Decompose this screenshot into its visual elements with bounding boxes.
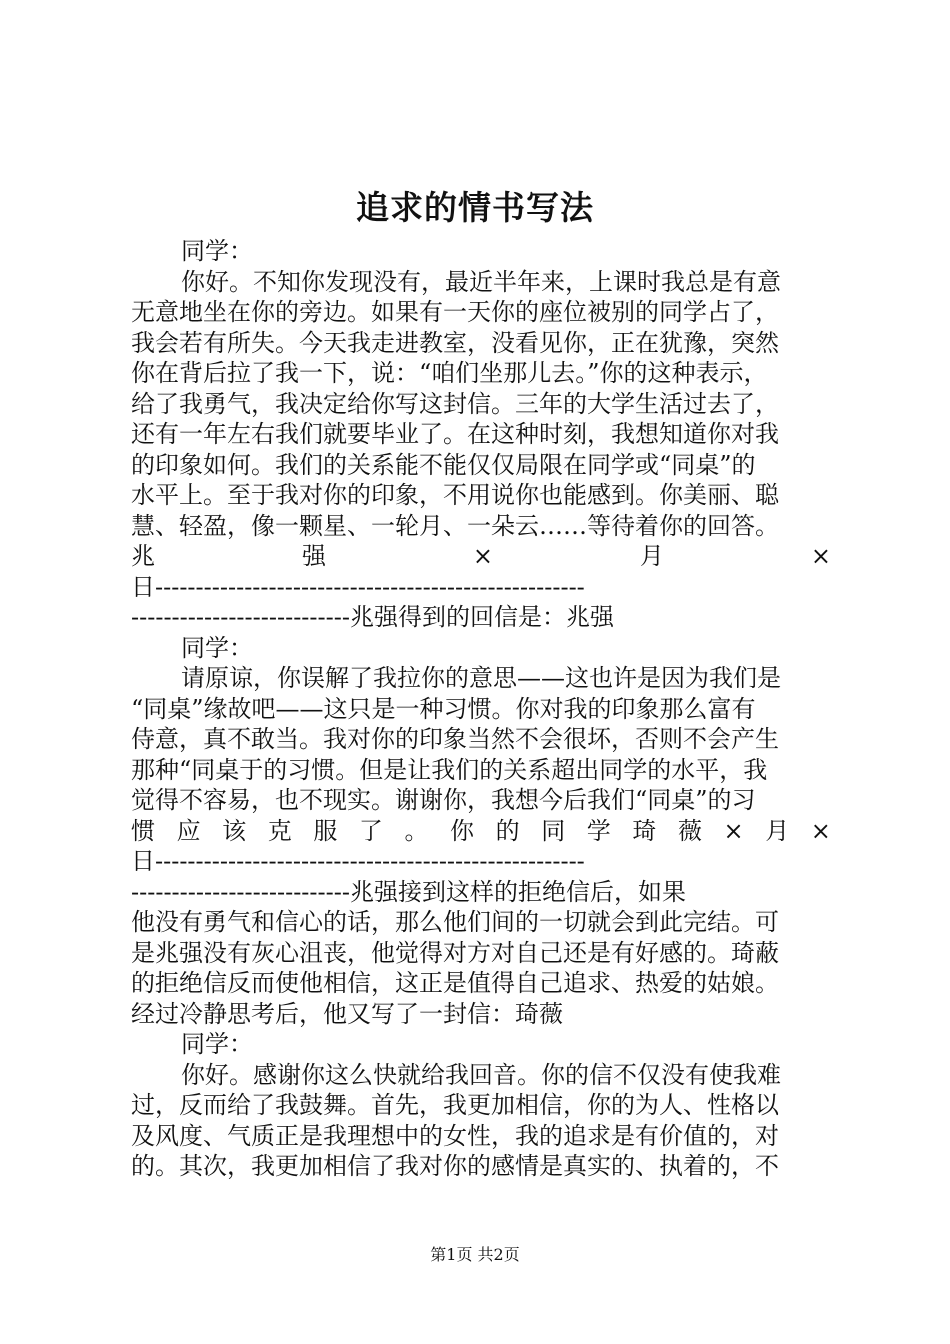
text-line: 经过冷静思考后，他又写了一封信：琦薇 [131,999,563,1028]
text-line: 还有一年左右我们就要毕业了。在这种时刻，我想知道你对我 [131,420,779,448]
text-line [131,816,831,847]
text-line: “同桌”缘故吧——这只是一种习惯。你对我的印象那么富有 [131,694,756,723]
document-title: 追求的情书写法 [356,188,594,227]
text-line: 及风度、气质正是我理想中的女性，我的追求是有价值的，对 [131,1121,779,1150]
text-char: × [810,816,831,845]
text-line: 水平上。至于我对你的印象，不用说你也能感到。你美丽、聪 [131,481,779,509]
text-char: 月 [765,816,790,845]
text-char: 。 [404,816,429,845]
text-char: 克 [267,816,292,845]
text-char: 你 [450,816,475,845]
text-char: 该 [222,816,247,845]
text-char: 月 [639,542,664,570]
text-line: 那种“同桌于的习惯。但是让我们的关系超出同学的水平，我 [131,755,768,784]
text-line: 的拒绝信反而使他相信，这正是值得自己追求、热爱的姑娘。 [131,969,779,997]
text-line: 请原谅，你误解了我拉你的意思——这也许是因为我们是 [181,664,781,692]
text-char: 学 [586,816,611,845]
text-char: × [472,542,493,570]
text-line: 日----------------------------------------------------- [131,847,585,875]
text-line: 你在背后拉了我一下，说：“咱们坐那儿去。”你的这种表示， [131,359,768,387]
text-line: 你好。不知你发现没有，最近半年来，上课时我总是有意 [181,267,781,296]
text-char: 同 [541,816,566,845]
text-line: ---------------------------兆强得到的回信是：兆强 [131,603,614,631]
text-line: 日----------------------------------------------------- [131,572,585,601]
text-char: 惯 [131,816,155,845]
text-line: 的印象如何。我们的关系能不能仅仅局限在同学或“同桌”的 [131,450,756,479]
text-line: 的。其次，我更加相信了我对你的感情是真实的、执着的，不 [131,1152,779,1180]
text-line: 同学： [181,1030,253,1058]
text-line: 过，反而给了我鼓舞。首先，我更加相信，你的为人、性格以 [131,1091,779,1119]
text-char: 服 [313,816,338,845]
text-line: 给了我勇气，我决定给你写这封信。三年的大学生活过去了， [131,389,779,418]
page-footer: 第1页 共2页 [430,1245,520,1264]
text-line: 你好。感谢你这么快就给我回音。你的信不仅没有使我难 [181,1060,781,1089]
text-line: 他没有勇气和信心的话，那么他们间的一切就会到此完结。可 [131,908,779,936]
text-line: 同学： [181,237,253,265]
text-char: 强 [301,542,326,570]
text-line: 是兆强没有灰心沮丧，他觉得对方对自己还是有好感的。琦蔽 [131,938,779,967]
text-char: × [723,816,744,845]
text-line: 慧、轻盈，像一颗星、一轮月、一朵云……等待着你的回答。 [131,511,779,540]
text-line: 同学： [181,633,253,662]
text-char: 应 [176,816,201,845]
text-line: 侍意，真不敢当。我对你的印象当然不会很坏，否则不会产生 [131,725,779,753]
text-char: 薇 [677,816,702,845]
text-char: 了 [358,816,383,845]
text-line: 无意地坐在你的旁边。如果有一天你的座位被别的同学占了， [131,298,779,326]
text-char: × [810,542,831,570]
text-char: 琦 [632,816,657,845]
text-char: 的 [495,816,520,845]
text-line [131,541,831,572]
text-line: ---------------------------兆强接到这样的拒绝信后，如果 [131,877,686,906]
text-line: 觉得不容易，也不现实。谢谢你，我想今后我们“同桌”的习 [131,786,756,814]
text-line: 我会若有所失。今天我走进教室，没看见你，正在犹豫，突然 [131,328,779,357]
document-body [131,236,831,1182]
text-char: 兆 [131,542,155,570]
